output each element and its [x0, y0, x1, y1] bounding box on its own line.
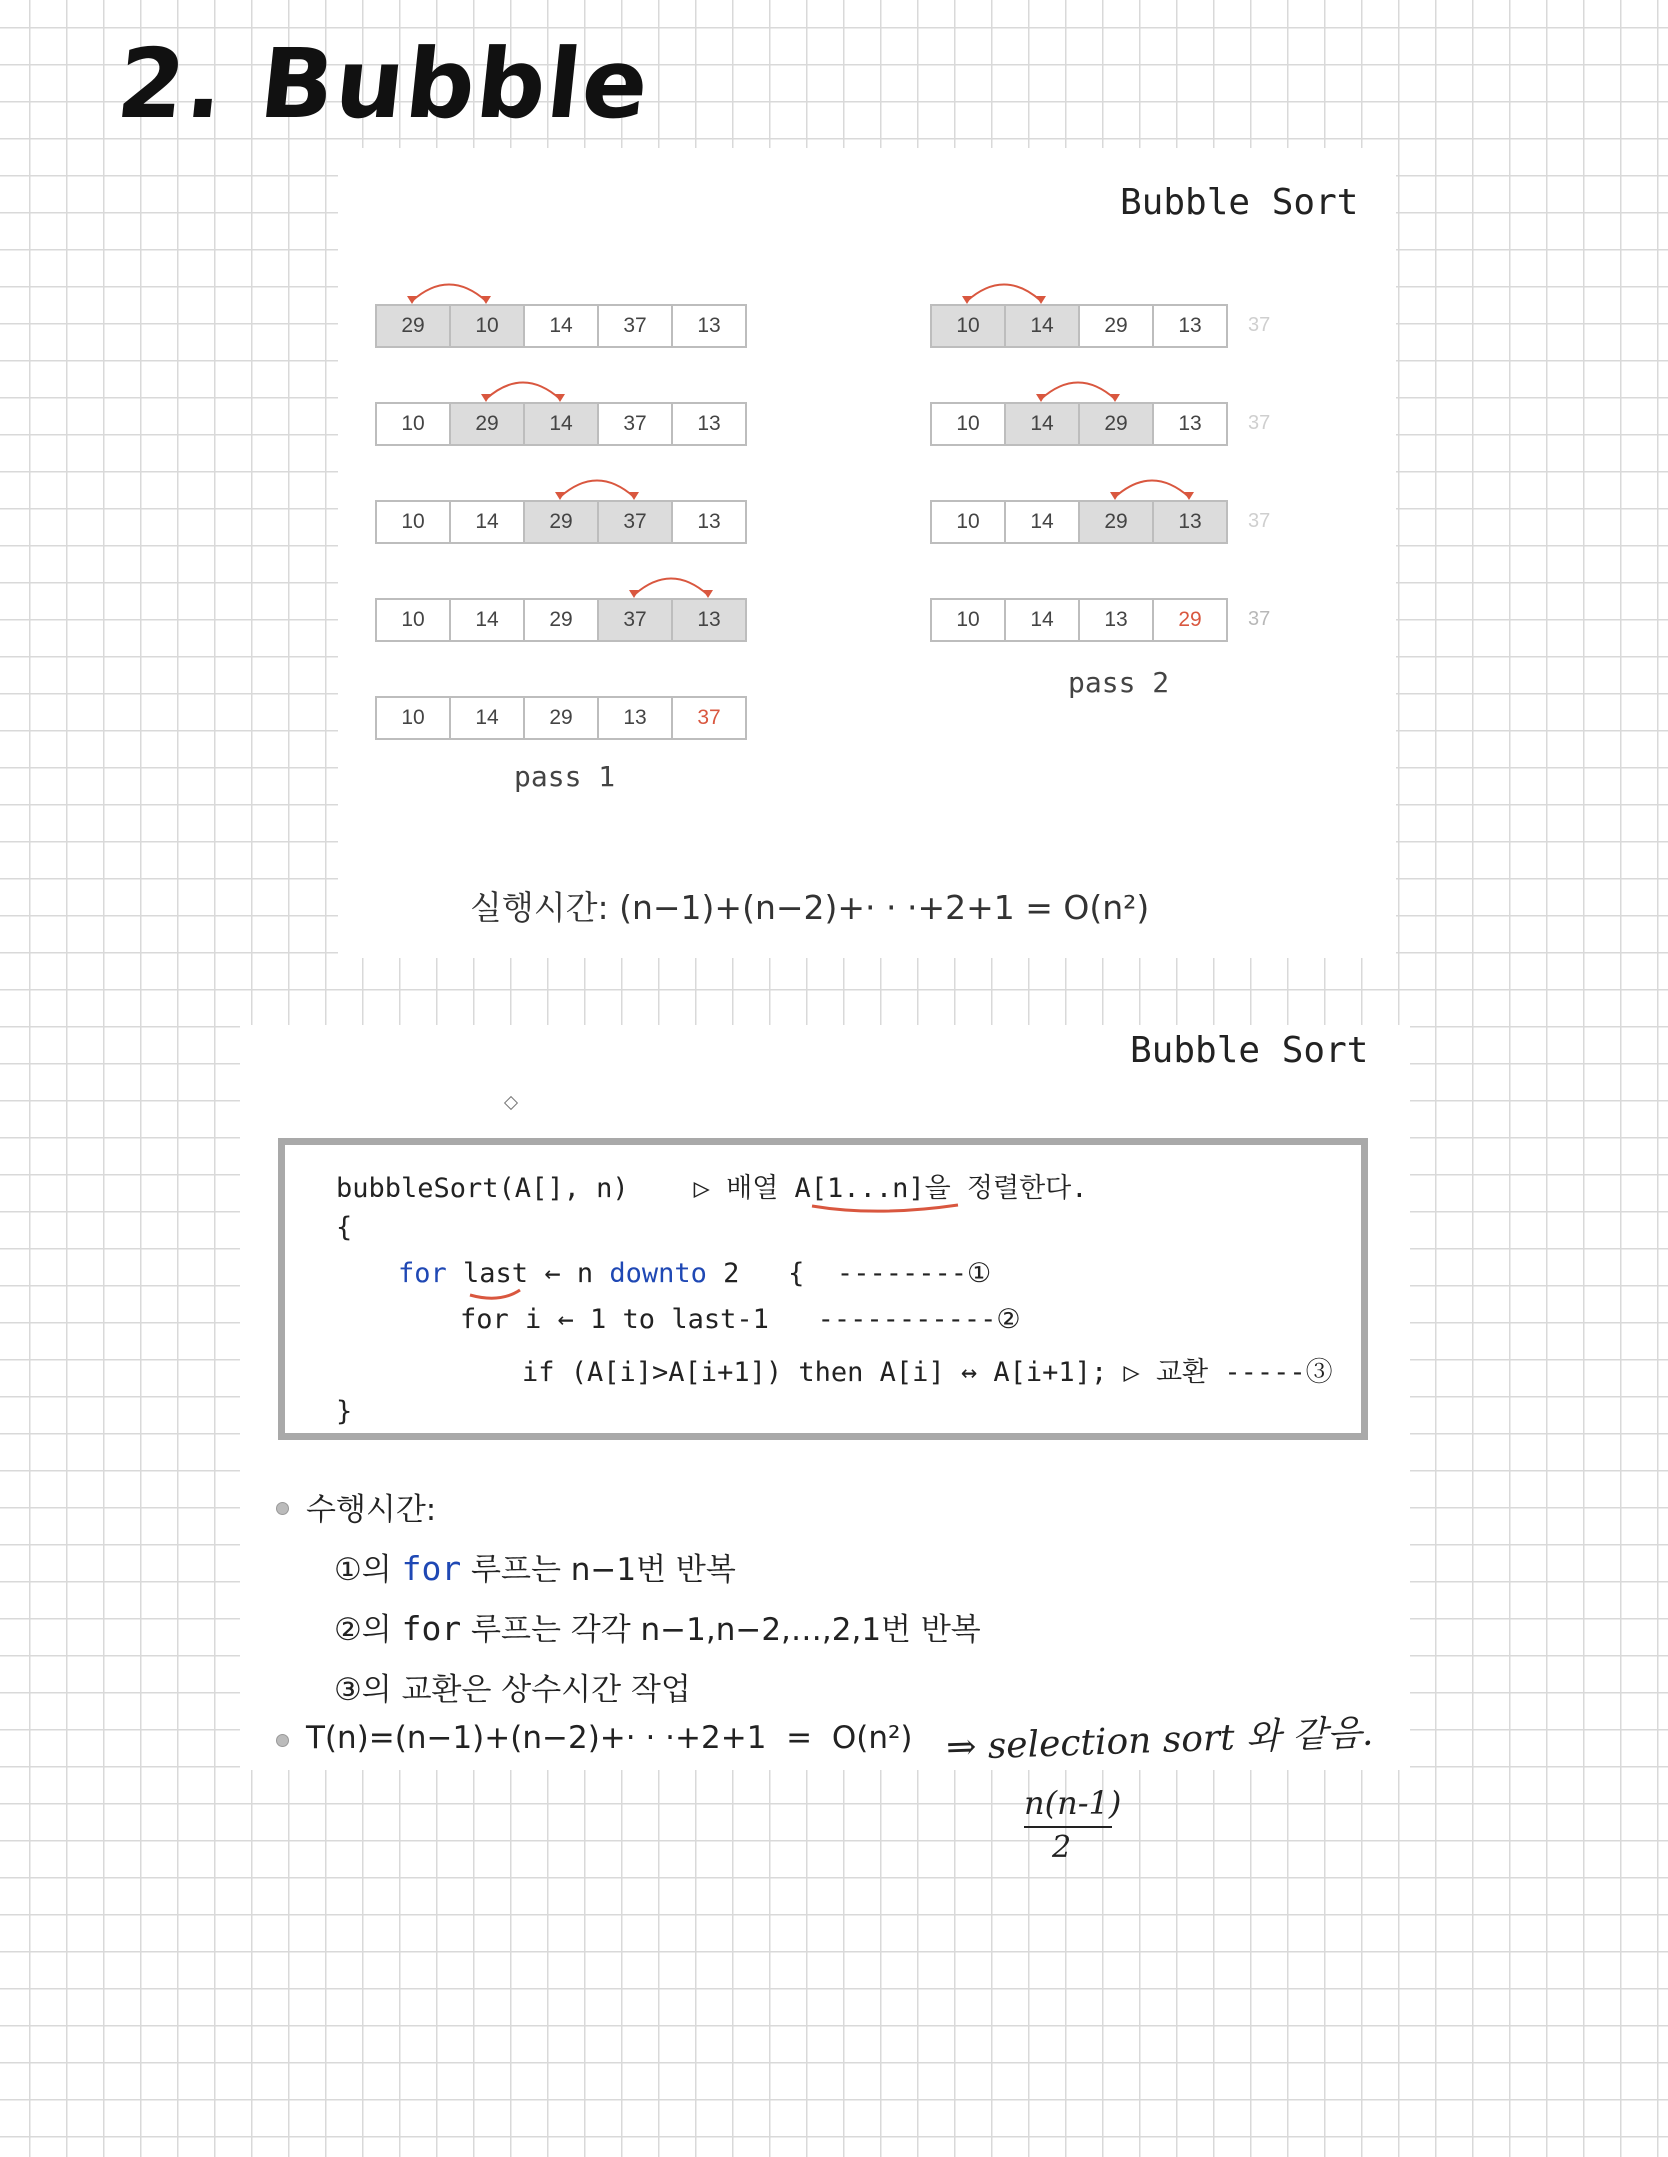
pass2-label: pass 2	[1068, 666, 1170, 699]
array-cell: 13	[671, 402, 747, 446]
array-cell: 37	[597, 402, 673, 446]
complexity-formula: T(n)=(n−1)+(n−2)+· · ·+2+1 = O(n²)	[306, 1720, 913, 1756]
array-cell: 13	[597, 696, 673, 740]
array-cell: 14	[523, 402, 599, 446]
array-cell: 14	[449, 598, 525, 642]
item2-keyword: for	[401, 1609, 462, 1648]
array-cell: 14	[1004, 402, 1080, 446]
page-heading: 2. Bubble	[112, 28, 656, 140]
code-keyword-downto: downto	[609, 1258, 707, 1289]
analysis-heading: 수행시간:	[306, 1492, 437, 1528]
pass1-label: pass 1	[514, 760, 616, 793]
handwritten-note: ⇒ selection sort 와 같음.	[945, 1712, 1374, 1769]
code-line-4: for i ← 1 to last-1 -----------②	[460, 1304, 1021, 1335]
slide2-title: Bubble Sort	[1130, 1030, 1369, 1071]
array-cell: 10	[375, 500, 451, 544]
array-cell: 37	[671, 696, 747, 740]
bullet-icon	[276, 1502, 289, 1515]
array-cell: 13	[671, 598, 747, 642]
array-cell: 10	[930, 500, 1006, 544]
array-cell: 29	[1078, 304, 1154, 348]
array-cell: 13	[1152, 304, 1228, 348]
array-cell: 29	[523, 500, 599, 544]
array-cell: 10	[375, 598, 451, 642]
array-cell: 13	[1152, 402, 1228, 446]
code-line-5: if (A[i]>A[i+1]) then A[i] ↔ A[i+1]; ▷ 교환 -----③	[522, 1357, 1333, 1388]
sorted-fixed-value: 37	[1248, 510, 1271, 532]
item2-suffix: 루프는 각각 n−1,n−2,…,2,1번 반복	[461, 1612, 981, 1648]
handwritten-fraction-numerator: n(n-1)	[1024, 1784, 1122, 1822]
sorted-fixed-value: 37	[1248, 412, 1271, 434]
code-line-6: }	[336, 1396, 353, 1427]
array-cell: 14	[1004, 304, 1080, 348]
runtime-formula: 실행시간: (n−1)+(n−2)+· · ·+2+1 = O(n²)	[470, 888, 1150, 927]
array-cell: 14	[1004, 500, 1080, 544]
array-cell: 14	[449, 696, 525, 740]
array-cell: 10	[375, 402, 451, 446]
bullet-icon	[276, 1734, 289, 1747]
array-cell: 29	[375, 304, 451, 348]
array-cell: 29	[449, 402, 525, 446]
item1-suffix: 루프는 n−1번 반복	[461, 1552, 736, 1588]
code-keyword-for: for	[398, 1258, 447, 1289]
array-cell: 13	[1078, 598, 1154, 642]
array-cell: 14	[1004, 598, 1080, 642]
item1-keyword: for	[401, 1549, 462, 1588]
array-cell: 14	[449, 500, 525, 544]
code-line-3-end: 2 { --------①	[706, 1258, 992, 1289]
array-cell: 37	[597, 598, 673, 642]
array-cell: 29	[1078, 402, 1154, 446]
sorted-fixed-value: 37	[1248, 608, 1271, 630]
array-cell: 37	[597, 500, 673, 544]
array-cell: 10	[449, 304, 525, 348]
array-cell: 13	[671, 304, 747, 348]
array-cell: 10	[375, 696, 451, 740]
underline-array-range	[812, 1205, 958, 1211]
array-cell: 10	[930, 402, 1006, 446]
handwritten-fraction-denominator: 2	[1052, 1830, 1072, 1865]
handwritten-fraction-bar	[1024, 1826, 1112, 1828]
array-cell: 13	[1152, 500, 1228, 544]
code-line-2: {	[336, 1212, 353, 1243]
analysis-item-1	[334, 1544, 736, 1589]
array-cell: 29	[523, 696, 599, 740]
array-cell: 29	[1078, 500, 1154, 544]
sorted-fixed-value: 37	[1248, 314, 1271, 336]
item1-prefix: ①의	[334, 1552, 402, 1588]
array-cell: 13	[671, 500, 747, 544]
analysis-item-2	[334, 1604, 981, 1649]
array-cell: 37	[597, 304, 673, 348]
analysis-item-3: ③의 교환은 상수시간 작업	[334, 1672, 691, 1708]
array-cell: 10	[930, 304, 1006, 348]
array-cell: 10	[930, 598, 1006, 642]
item2-prefix: ②의	[334, 1612, 402, 1648]
slide1-title: Bubble Sort	[1120, 182, 1359, 223]
array-cell: 29	[523, 598, 599, 642]
code-line-3-mid: last ← n	[446, 1258, 610, 1289]
code-line-1: bubbleSort(A[], n) ▷ 배열 A[1...n]을 정렬한다.	[336, 1173, 1088, 1204]
array-cell: 14	[523, 304, 599, 348]
underline-last	[470, 1290, 520, 1298]
array-cell: 29	[1152, 598, 1228, 642]
